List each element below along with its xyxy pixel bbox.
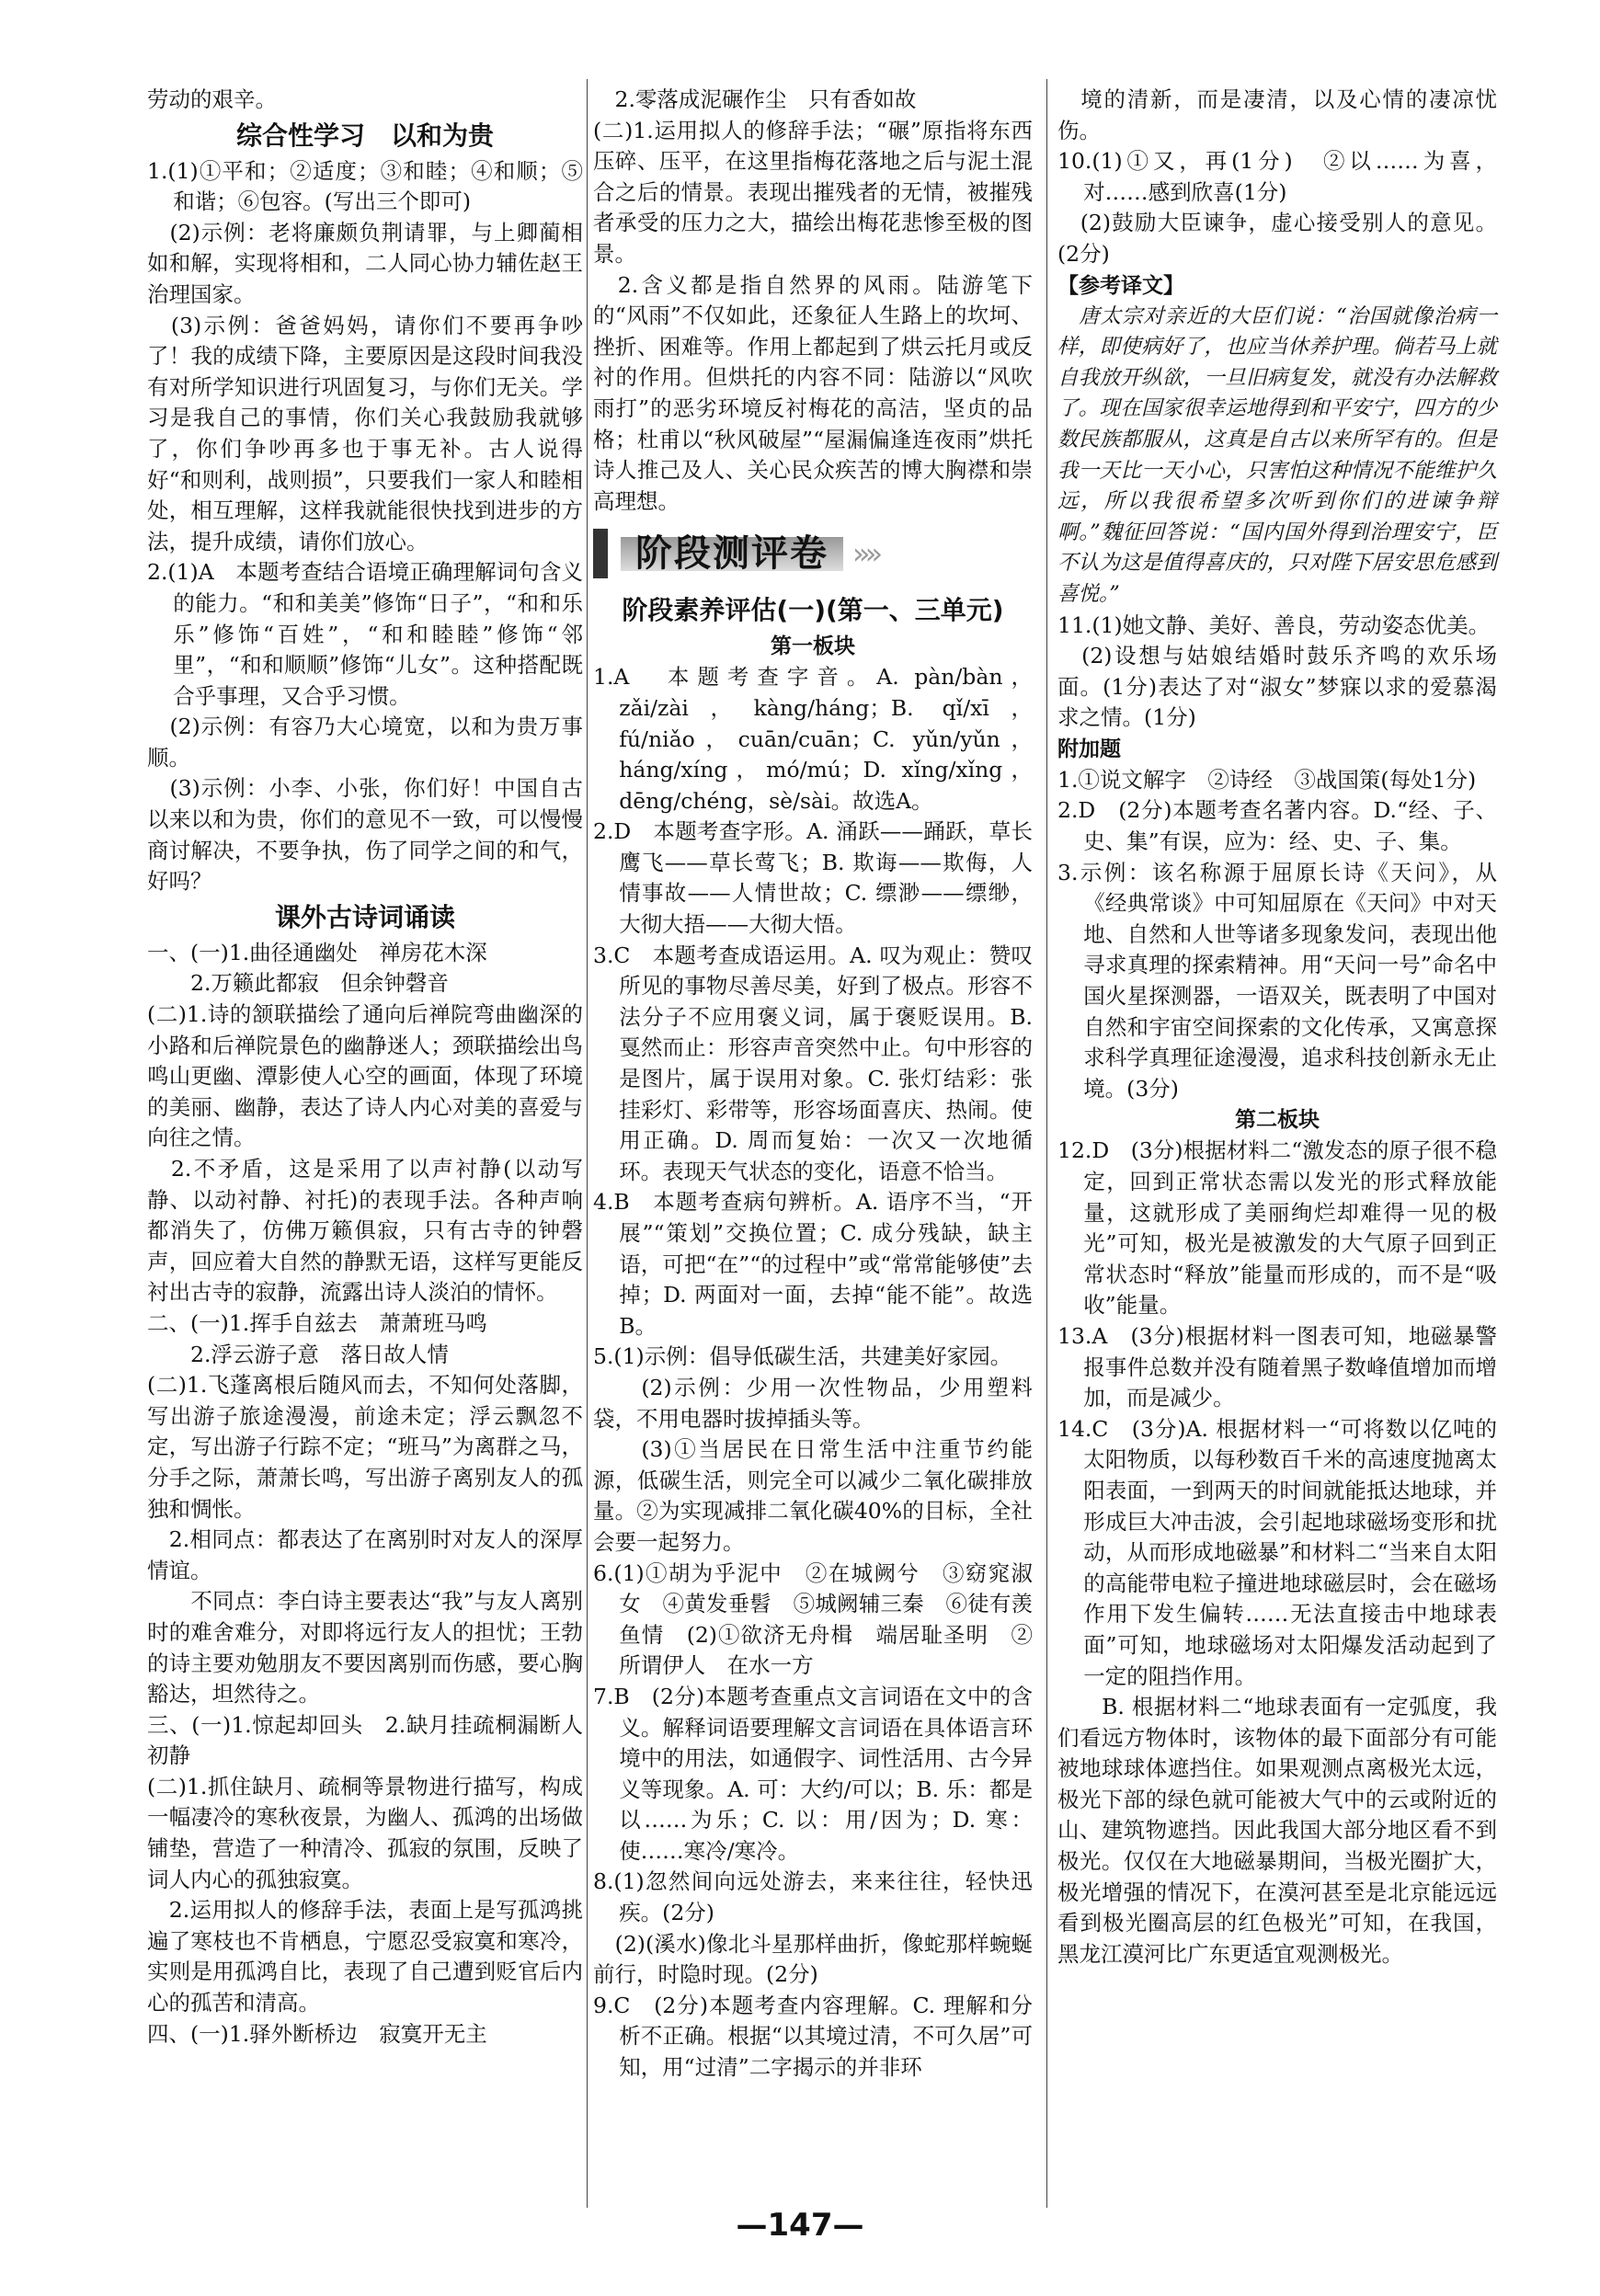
answer-paragraph: (2)示例：少用一次性物品，少用塑料袋，不用电器时拔掉插头等。 <box>593 1374 1033 1432</box>
answer-item: 2.(1)A 本题考查结合语境正确理解词句含义的能力。“和和美美”修饰“日子”，“和和乐乐”修饰“百姓”，“和和睦睦”修饰“邻里”，“和和顺顺”修饰“儿女”。这种搭配既合乎事理，又合乎习惯。 <box>147 559 583 709</box>
answer-item: 2.D 本题考查字形。A. 涌跃——踊跃，草长鹰飞——草长莺飞；B. 欺诲——欺侮，人情事故——人情世故；C. 缥渺——缥缈，大彻大捂——大彻大悟。 <box>593 818 1033 938</box>
right-top-answers <box>1057 85 1497 270</box>
answer-paragraph: 2.含义都是指自然界的风雨。陆游笔下的“风雨”不仅如此，还象征人生路上的坎坷、挫折、困难等。作用上都起到了烘云托月或反衬的作用。但烘托的内容不同：陆游以“风吹雨打”的恶劣环境反衬梅花的高洁，坚贞的品格；杜甫以“秋风破屋”“屋漏偏逢连夜雨”烘托诗人推己及人、关心民众疾苦的博大胸襟和崇高理想。 <box>593 271 1033 514</box>
answer-item: 10.(1)①又，再(1分) ②以……为喜，对……感到欣喜(1分) <box>1057 148 1497 205</box>
answer-item: 11.(1)她文静、美好、善良，劳动姿态优美。 <box>1057 611 1491 638</box>
translation-label: 【参考译文】 <box>1057 273 1184 298</box>
answer-paragraph: (2)示例：有容乃大心境宽，以和为贵万事顺。 <box>147 714 583 771</box>
middle-top-answers <box>593 85 1033 517</box>
answer-item: 5.(1)示例：倡导低碳生活，共建美好家园。 <box>593 1343 1012 1370</box>
column-middle <box>593 85 1040 2084</box>
answer-paragraph: 2.运用拟人的修辞手法，表面上是写孤鸿挑遍了寒枝也不肯栖息，宁愿忍受寂寞和寒冷，实则是用孤鸿自比，表现了自己遭到贬官后内心的孤苦和清高。 <box>147 1897 583 2016</box>
answer-paragraph: (3)①当居民在日常生活中注重节约能源，低碳生活，则完全可以减少二氧化碳排放量。②为实现减排二氧化碳40%的目标，全社会要一起努力。 <box>593 1436 1033 1555</box>
answer-paragraph: B. 根据材料二“地球表面有一定弧度，我们看远方物体时，该物体的最下面部分有可能被地球球体遮挡住。如果观测点离极光太远，极光下部的绿色就可能被大气中的云或附近的山、建筑物遮挡。因此我国大部分地区看不到极光。仅仅在大地磁暴期间，当极光圈扩大，极光增强的情况下，在漠河甚至是北京能远远看到极光圈高层的红色极光”可知，在我国，黑龙江漠河比广东更适宜观测极光。 <box>1057 1694 1497 1967</box>
column-left <box>147 85 583 2050</box>
answer-item: 6.(1)①胡为乎泥中 ②在城阙兮 ③窈窕淑女 ④黄发垂髫 ⑤城阙辅三秦 ⑥徒有羡鱼情 (2)①欲济无舟楫 端居耻圣明 ②所谓伊人 在水一方 <box>593 1559 1033 1679</box>
answer-paragraph: 2.不矛盾，这是采用了以声衬静(以动写静、以动衬静、衬托)的表现手法。各种声响都消失了，仿佛万籁俱寂，只有古寺的钟磬声，回应着大自然的静默无语，这样写更能反衬出古寺的寂静，流露出诗人淡泊的情怀。 <box>147 1156 583 1306</box>
answer-paragraph: (3)示例：爸爸妈妈，请你们不要再争吵了！我的成绩下降，主要原因是这段时间我没有对所学知识进行巩固复习，与你们无关。学习是我自己的事情，你们关心我鼓励我就够了，你们争吵再多也于事无补。古人说得好“和则利，战则损”，只要我们一家人和睦相处，相互理解，这样我就能很快找到进步的方法，提升成绩，请你们放心。 <box>147 312 583 554</box>
answer-item: 9.C (2分)本题考查内容理解。C. 理解和分析不正确。根据“以其境过清，不可久居”可知，用“过清”二字揭示的并非环 <box>593 1992 1033 2081</box>
divider-right <box>1046 79 1047 2208</box>
answer-item: 1.①说文解字 ②诗经 ③战国策(每处1分) <box>1057 766 1477 793</box>
chevrons-icon: ›››› <box>852 535 878 571</box>
answer-item: 3.示例：该名称源于屈原长诗《天问》，从《经典常谈》中可知屈原在《天问》中对天地、自然和人世等诸多现象发问，表现出他寻求真理的探索精神。用“天问一号”命名中国火星探测器，一语双关，既表明了中国对自然和宇宙空间探索的文化传承，又寓意探求科学真理征途漫漫，追求科技创新永无止境。(3分) <box>1057 859 1497 1102</box>
answer-paragraph: (3)示例：小李、小张，你们好！中国自古以来以和为贵，你们的意见不一致，可以慢慢商讨解决，不要争执，伤了同学之间的和气，好吗？ <box>147 775 583 895</box>
answer-paragraph: (2)(溪水)像北斗星那样曲折，像蛇那样蜿蜒前行，时隐时现。(2分) <box>593 1930 1033 1988</box>
answer-paragraph: 2.相同点：都表达了在离别时对友人的深厚情谊。 <box>147 1526 583 1583</box>
subsection-heading: 第二板块 <box>1235 1108 1320 1133</box>
answer-paragraph: (二)1.抓住缺月、疏桐等景物进行描写，构成一幅凄冷的寒秋夜景，为幽人、孤鸿的出场做铺垫，营造了一种清冷、孤寂的氛围，反映了词人内心的孤独寂寞。 <box>147 1773 583 1892</box>
right-bottom-answers <box>1057 611 1497 1970</box>
answer-item: 1.A 本题考查字音。A. pàn/bàn，zǎi/zài，kàng/háng；B. qǐ/xī，fú/niǎo，cuān/cuān；C. yǔn/yǔn，háng/xíng，mó/mú；D. xǐng/xǐng，dēng/chéng，sè/sài。故选A。 <box>593 664 1033 814</box>
answer-paragraph: 2.浮云游子意 落日故人情 <box>147 1341 449 1367</box>
answer-paragraph: 三、(一)1.惊起却回头 2.缺月挂疏桐漏断人初静 <box>147 1711 583 1769</box>
answer-paragraph: 2.万籁此都寂 但余钟磬音 <box>147 970 449 997</box>
section-heading: 阶段素养评估(一)(第一、三单元) <box>622 595 1004 626</box>
answer-paragraph: 劳动的艰辛。 <box>147 86 277 112</box>
answer-paragraph: 不同点：李白诗主要表达“我”与友人离别时的难舍难分，对即将远行友人的担忧；王勃的诗主要劝勉朋友不要因离别而伤感，要心胸豁达，坦然待之。 <box>147 1588 583 1708</box>
label-heading: 附加题 <box>1057 737 1121 761</box>
answer-paragraph: (2)示例：老将廉颇负荆请罪，与上卿蔺相如和解，实现将相和，二人同心协力辅佐赵王治理国家。 <box>147 219 583 307</box>
subsection-heading: 第一板块 <box>771 634 855 659</box>
answer-item: 13.A (3分)根据材料一图表可知，地磁暴警报事件总数并没有随着黑子数峰值增加而增加，而是减少。 <box>1057 1322 1497 1411</box>
answer-paragraph: (二)1.飞蓬离根后随风而去，不知何处落脚，写出游子旅途漫漫，前途未定；浮云飘忽不定，写出游子行踪不定；“班马”为离群之马，分手之际，萧萧长鸣，写出游子离别友人的孤独和惆怅。 <box>147 1372 583 1522</box>
answer-paragraph: (2)设想与姑娘结婚时鼓乐齐鸣的欢乐场面。(1分)表达了对“淑女”梦寐以求的爱慕渴求之情。(1分) <box>1057 643 1497 731</box>
section-banner <box>593 526 1033 581</box>
banner-title: 阶段测评卷 <box>621 537 843 572</box>
answer-item: 4.B 本题考查病句辨析。A. 语序不当，“开展”“策划”交换位置；C. 成分残缺，缺主语，可把“在”“的过程中”或“常常能够使”去掉；D. 两面对一面，去掉“能不能”。故选B。 <box>593 1189 1033 1339</box>
answer-paragraph: 二、(一)1.挥手自兹去 萧萧班马鸣 <box>147 1309 487 1336</box>
answer-item: 3.C 本题考查成语运用。A. 叹为观止：赞叹所见的事物尽善尽美，好到了极点。形容不法分子不应用褒义词，属于褒贬误用。B. 戛然而止：形容声音突然中止。句中形容的是图片，属于误用对象。C. 张灯结彩：张挂彩灯、彩带等，形容场面喜庆、热闹。使用正确。D. 周而复始：一次又一次地循环。表现天气状态的变化，语意不恰当。 <box>593 942 1040 1184</box>
middle-assessment-answers <box>593 592 1040 2083</box>
answer-item: 1.(1)①平和；②适度；③和睦；④和顺；⑤和谐；⑥包容。(写出三个即可) <box>147 157 583 215</box>
translation-text: 唐太宗对亲近的大臣们说：“治国就像治病一样，即使病好了，也应当休养护理。倘若马上就自我放开纵欲，一旦旧病复发，就没有办法解救了。现在国家很幸运地得到和平安宁，四方的少数民族都服从，这真是自古以来所罕有的。但是我一天比一天小心，只害怕这种情况不能维护久远，所以我很希望多次听到你们的进谏争辩啊。”魏征回答说：“国内国外得到治理安宁，臣不认为这是值得喜庆的，只对陛下居安思危感到喜悦。” <box>1057 303 1497 606</box>
answer-paragraph: (二)1.运用拟人的修辞手法；“碾”原指将东西压碎、压平，在这里指梅花落地之后与泥土混合之后的情景。表现出摧残者的无情，被摧残者承受的压力之大，描绘出梅花悲惨至极的图景。 <box>593 117 1033 267</box>
section-heading: 课外古诗词诵读 <box>274 901 455 932</box>
answer-paragraph: 境的清新，而是凄清，以及心情的凄凉忧伤。 <box>1057 86 1497 143</box>
page-number: —147— <box>736 2207 864 2244</box>
answer-paragraph: (2)鼓励大臣谏争，虚心接受别人的意见。(2分) <box>1057 210 1497 267</box>
section-heading: 综合性学习 以和为贵 <box>235 120 494 151</box>
answer-paragraph: 四、(一)1.驿外断桥边 寂寞开无主 <box>147 2020 487 2047</box>
answer-paragraph: 2.零落成泥碾作尘 只有香如故 <box>593 86 917 112</box>
answer-paragraph: 一、(一)1.曲径通幽处 禅房花木深 <box>147 939 487 965</box>
answer-item: 8.(1)忽然间向远处游去，来来往往，轻快迅疾。(2分) <box>593 1868 1033 1926</box>
answer-item: 2.D (2分)本题考查名著内容。D.“经、子、史、集”有误，应为：经、史、子、集。 <box>1057 797 1497 855</box>
answer-item: 14.C (3分)A. 根据材料一“可将数以亿吨的太阳物质，以每秒数百千米的高速度抛离太阳表面，一到两天的时间就能抵达地球，并形成巨大冲击波，会引起地球磁场变形和扰动，从而形成地磁暴”和材料二“当来自太阳的高能带电粒子撞进地球磁层时，会在磁场作用下发生偏转……无法直接击中地球表面”可知，地球磁场对太阳爆发活动起到了一定的阻挡作用。 <box>1057 1415 1497 1689</box>
divider-left <box>587 79 588 2208</box>
answer-paragraph: (二)1.诗的颔联描绘了通向后禅院弯曲幽深的小路和后禅院景色的幽静迷人；颈联描绘出鸟鸣山更幽、潭影使人心空的画面，体现了环境的美丽、幽静，表达了诗人内心对美的喜爱与向往之情。 <box>147 1001 583 1151</box>
answer-item: 12.D (3分)根据材料二“激发态的原子很不稳定，回到正常状态需以发光的形式释放能量，这就形成了美丽绚烂却难得一见的极光”可知，极光是被激发的大气原子回到正常状态时“释放”能量而形成的，而不是“吸收”能量。 <box>1057 1137 1497 1319</box>
banner-bar <box>593 529 608 578</box>
column-right <box>1057 85 1497 1970</box>
answer-item: 7.B (2分)本题考查重点文言词语在文中的含义。解释词语要理解文言词语在具体语言环境中的用法，如通假字、词性活用、古今异义等现象。A. 可：大约/可以；B. 乐：都是以……为乐；C. 以：用/因为；D. 寒：使……寒冷/寒冷。 <box>593 1683 1033 1864</box>
